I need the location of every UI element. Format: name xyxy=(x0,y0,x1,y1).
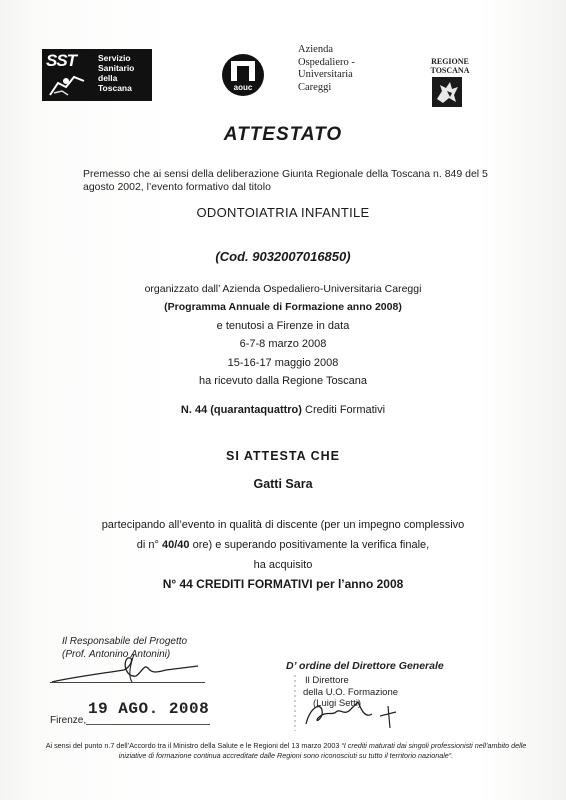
organizer-text: organizzato dall’ Azienda Ospedaliero-Universitaria Careggi xyxy=(144,283,422,295)
azienda-line: Azienda xyxy=(298,44,333,55)
footer-text: Ai sensi del punto n.7 dell’Accordo tra il Ministro della Salute e le Regioni del 13 marzo 2003 xyxy=(45,741,342,750)
certificate-title: ATTESTATO xyxy=(223,124,343,145)
final-credits: N° 44 CREDITI FORMATIVI per l’anno 2008 xyxy=(162,577,404,591)
credits-label: Crediti Formativi xyxy=(301,404,386,416)
regione-toscana-name xyxy=(424,58,476,75)
sst-logo-mark xyxy=(42,49,92,101)
director-unit: della U.O. Formazione xyxy=(303,686,399,698)
aouc-logo xyxy=(221,53,265,97)
sst-line: Toscana xyxy=(98,83,132,93)
location-text: e tenutosi a Firenze in data xyxy=(216,320,350,332)
regione-line: TOSCANA xyxy=(430,65,470,75)
attesta-heading: SI ATTESTA CHE xyxy=(226,449,340,463)
svg-text:aouc: aouc xyxy=(233,83,253,92)
azienda-line: Careggi xyxy=(298,81,332,93)
director-title: Il Direttore xyxy=(305,675,349,686)
responsible-name: (Prof. Antonino Antonini) xyxy=(62,648,171,660)
credits-number: N. 44 (quarantaquattro) xyxy=(180,404,302,416)
date-line xyxy=(86,724,210,725)
sst-line: Servizio xyxy=(98,53,131,63)
sst-logo xyxy=(42,49,152,101)
azienda-name xyxy=(298,44,355,94)
event-title: ODONTOIATRIA INFANTILE xyxy=(196,205,370,220)
participation-text xyxy=(60,515,506,575)
sst-line: della xyxy=(98,73,118,83)
sst-logo-text xyxy=(92,49,152,101)
premise-text: Premesso che ai sensi della deliberazione Giunta Regionale della Toscana n. 849 del 5 agosto 2002, l’evento formativo dal titolo xyxy=(83,168,488,193)
sst-line: Sanitario xyxy=(98,63,135,73)
place-label: Firenze, xyxy=(50,715,87,726)
participation-line-3: ha acquisito xyxy=(253,559,313,571)
responsible-role: Il Responsabile del Progetto xyxy=(62,636,188,647)
sst-logo-letters: SST xyxy=(46,51,77,70)
signature-line xyxy=(50,682,205,683)
participation-suffix: ore) e superando positivamente la verifica finale, xyxy=(189,539,430,551)
director-order: D’ ordine del Direttore Generale xyxy=(286,660,444,672)
event-code: (Cod. 9032007016850) xyxy=(215,249,351,264)
credits-line xyxy=(0,404,566,416)
date-stamp: 19 AGO. 2008 xyxy=(88,700,210,718)
director-name: (Luigi Setti) xyxy=(313,698,362,709)
participation-line-1: partecipando all’evento in qualità di discente (per un impegno complessivo xyxy=(101,519,465,531)
participation-line-2 xyxy=(60,535,506,555)
date-line-1: 6-7-8 marzo 2008 xyxy=(239,338,327,350)
azienda-line: Ospedaliero - xyxy=(298,56,355,68)
pegasus-emblem-icon xyxy=(432,77,462,107)
azienda-line: Universitaria xyxy=(298,69,353,80)
participation-hours: 40/40 xyxy=(161,539,190,551)
participation-prefix: di n° xyxy=(136,539,162,551)
received-text: ha ricevuto dalla Regione Toscana xyxy=(199,375,367,387)
programme-text: (Programma Annuale di Formazione anno 2008) xyxy=(164,301,402,313)
date-line-2: 15-16-17 maggio 2008 xyxy=(227,357,339,369)
regione-line: REGIONE xyxy=(431,57,469,66)
participant-name: Gatti Sara xyxy=(253,477,313,491)
legal-footer xyxy=(42,741,530,761)
sst-figure-icon xyxy=(48,73,86,97)
director-signature xyxy=(292,688,412,732)
footer-quote: “I crediti maturati dai singoli professionisti nell’ambito delle iniziative di formazione continua accreditate dalle Regioni sono riconosciuti su tutto il territorio nazionale”. xyxy=(118,741,527,760)
